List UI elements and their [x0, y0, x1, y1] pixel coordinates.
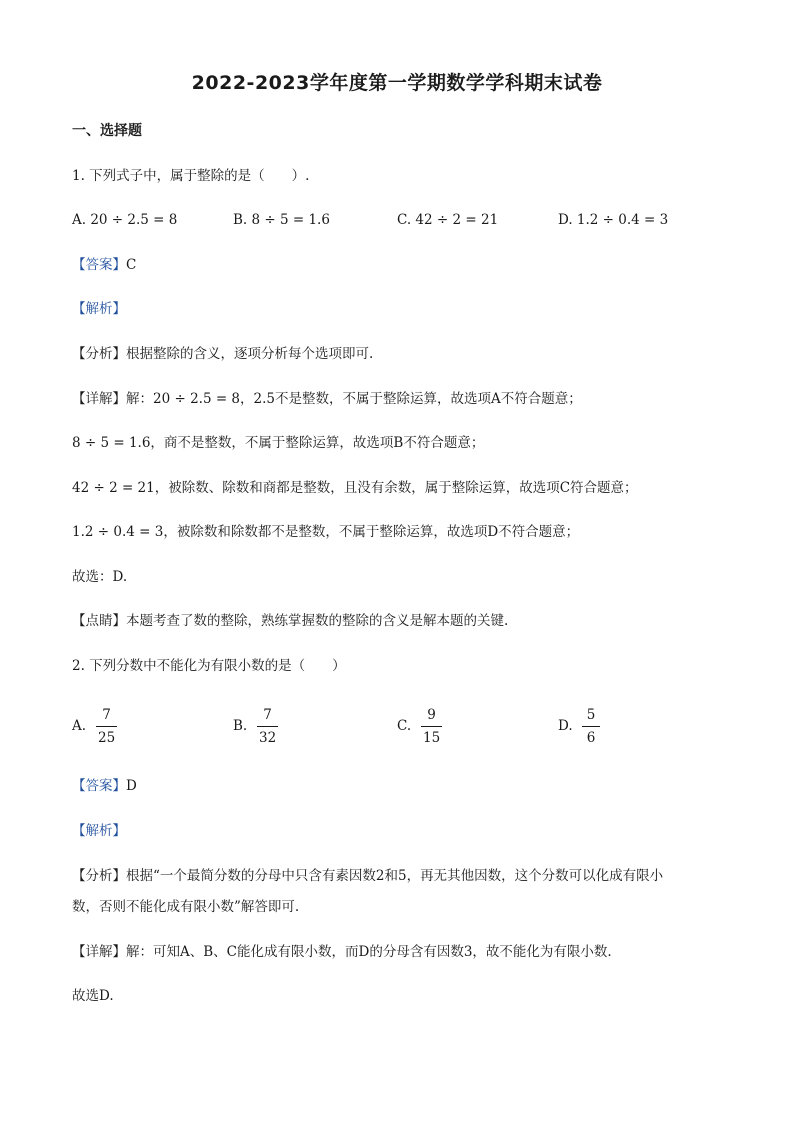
- q1-xiangjie-line-1: [72, 389, 582, 409]
- answer-value: D: [126, 778, 137, 794]
- q1-analysis-heading: [72, 299, 126, 319]
- q1-option-c: C. 42 ÷ 2 = 21: [397, 212, 499, 228]
- numerator: 7: [263, 707, 272, 723]
- q2-fenxi-line-1: [72, 866, 663, 886]
- fenxi-text: 根据整除的含义，逐项分析每个选项即可.: [126, 346, 374, 362]
- answer-tag: 【答案】: [72, 778, 126, 794]
- q1-answer: [72, 255, 136, 275]
- q2-xiangjie: [72, 942, 612, 962]
- q2-option-d: [558, 706, 618, 748]
- option-letter: B.: [233, 718, 248, 734]
- q2-conclusion: 故选D.: [72, 988, 114, 1004]
- q2-option-c: [397, 706, 457, 748]
- q2-analysis-heading: [72, 821, 126, 841]
- analysis-tag: 【解析】: [72, 823, 126, 839]
- q1-option-d: D. 1.2 ÷ 0.4 = 3: [558, 212, 669, 228]
- fraction: [257, 706, 278, 747]
- fraction-bar: [96, 726, 117, 727]
- fraction: [582, 706, 600, 747]
- q1-conclusion: 故选：D.: [72, 569, 128, 585]
- q1-xiangjie-line-2: 8 ÷ 5 = 1.6，商不是整数，不属于整除运算，故选项B不符合题意；: [72, 435, 485, 451]
- denominator: 32: [259, 730, 277, 746]
- dianjing-tag: 【点睛】: [72, 613, 126, 629]
- fraction-bar: [421, 726, 442, 727]
- q2-answer: [72, 776, 137, 796]
- numerator: 5: [586, 707, 596, 723]
- fraction-bar: [582, 726, 600, 727]
- section-heading: 一、选择题: [72, 123, 142, 139]
- xiangjie-text: 解：可知A、B、C能化成有限小数，而D的分母含有因数3，故不能化为有限小数.: [126, 944, 612, 960]
- answer-tag: 【答案】: [72, 257, 126, 273]
- xiangjie-text: 解：20 ÷ 2.5 = 8，2.5不是整数，不属于整除运算，故选项A不符合题意；: [126, 391, 582, 407]
- dianjing-text: 本题考查了数的整除，熟练掌握数的整除的含义是解本题的关键.: [126, 613, 509, 629]
- q2-fenxi-line-2: 数，否则不能化成有限小数”解答即可.: [72, 899, 300, 915]
- q1-dianjing: [72, 611, 508, 631]
- q1-option-a: A. 20 ÷ 2.5 = 8: [72, 212, 178, 228]
- q2-option-a: [72, 706, 132, 748]
- analysis-tag: 【解析】: [72, 301, 126, 317]
- option-letter: A.: [72, 718, 87, 734]
- option-letter: D.: [558, 718, 573, 734]
- q1-fenxi: [72, 344, 373, 364]
- fenxi-text: 根据“一个最简分数的分母中只含有素因数2和5，再无其他因数，这个分数可以化成有限小: [126, 868, 664, 884]
- xiangjie-tag: 【详解】: [72, 944, 126, 960]
- denominator: 15: [423, 730, 441, 746]
- numerator: 9: [427, 707, 436, 723]
- fenxi-tag: 【分析】: [72, 868, 126, 884]
- fenxi-tag: 【分析】: [72, 346, 126, 362]
- q1-xiangjie-line-3: 42 ÷ 2 = 21，被除数、除数和商都是整数，且没有余数，属于整除运算，故选项C符合题意；: [72, 480, 638, 496]
- question-1-stem: 1. 下列式子中，属于整除的是（ ）.: [72, 168, 310, 184]
- q1-xiangjie-line-4: 1.2 ÷ 0.4 = 3，被除数和除数都不是整数，不属于整除运算，故选项D不符合题意；: [72, 524, 580, 540]
- page-title: 2022-2023学年度第一学期数学学科期末试卷: [191, 72, 603, 94]
- denominator: 6: [586, 730, 596, 746]
- option-letter: C.: [397, 718, 412, 734]
- fraction: [96, 706, 117, 747]
- fraction-bar: [257, 726, 278, 727]
- answer-value: C: [126, 257, 137, 273]
- q2-option-b: [233, 706, 293, 748]
- fraction: [421, 706, 442, 747]
- denominator: 25: [98, 730, 116, 746]
- q1-option-b: B. 8 ÷ 5 = 1.6: [233, 212, 330, 228]
- numerator: 7: [102, 707, 111, 723]
- xiangjie-tag: 【详解】: [72, 391, 126, 407]
- question-2-stem: 2. 下列分数中不能化为有限小数的是（ ）: [72, 658, 346, 674]
